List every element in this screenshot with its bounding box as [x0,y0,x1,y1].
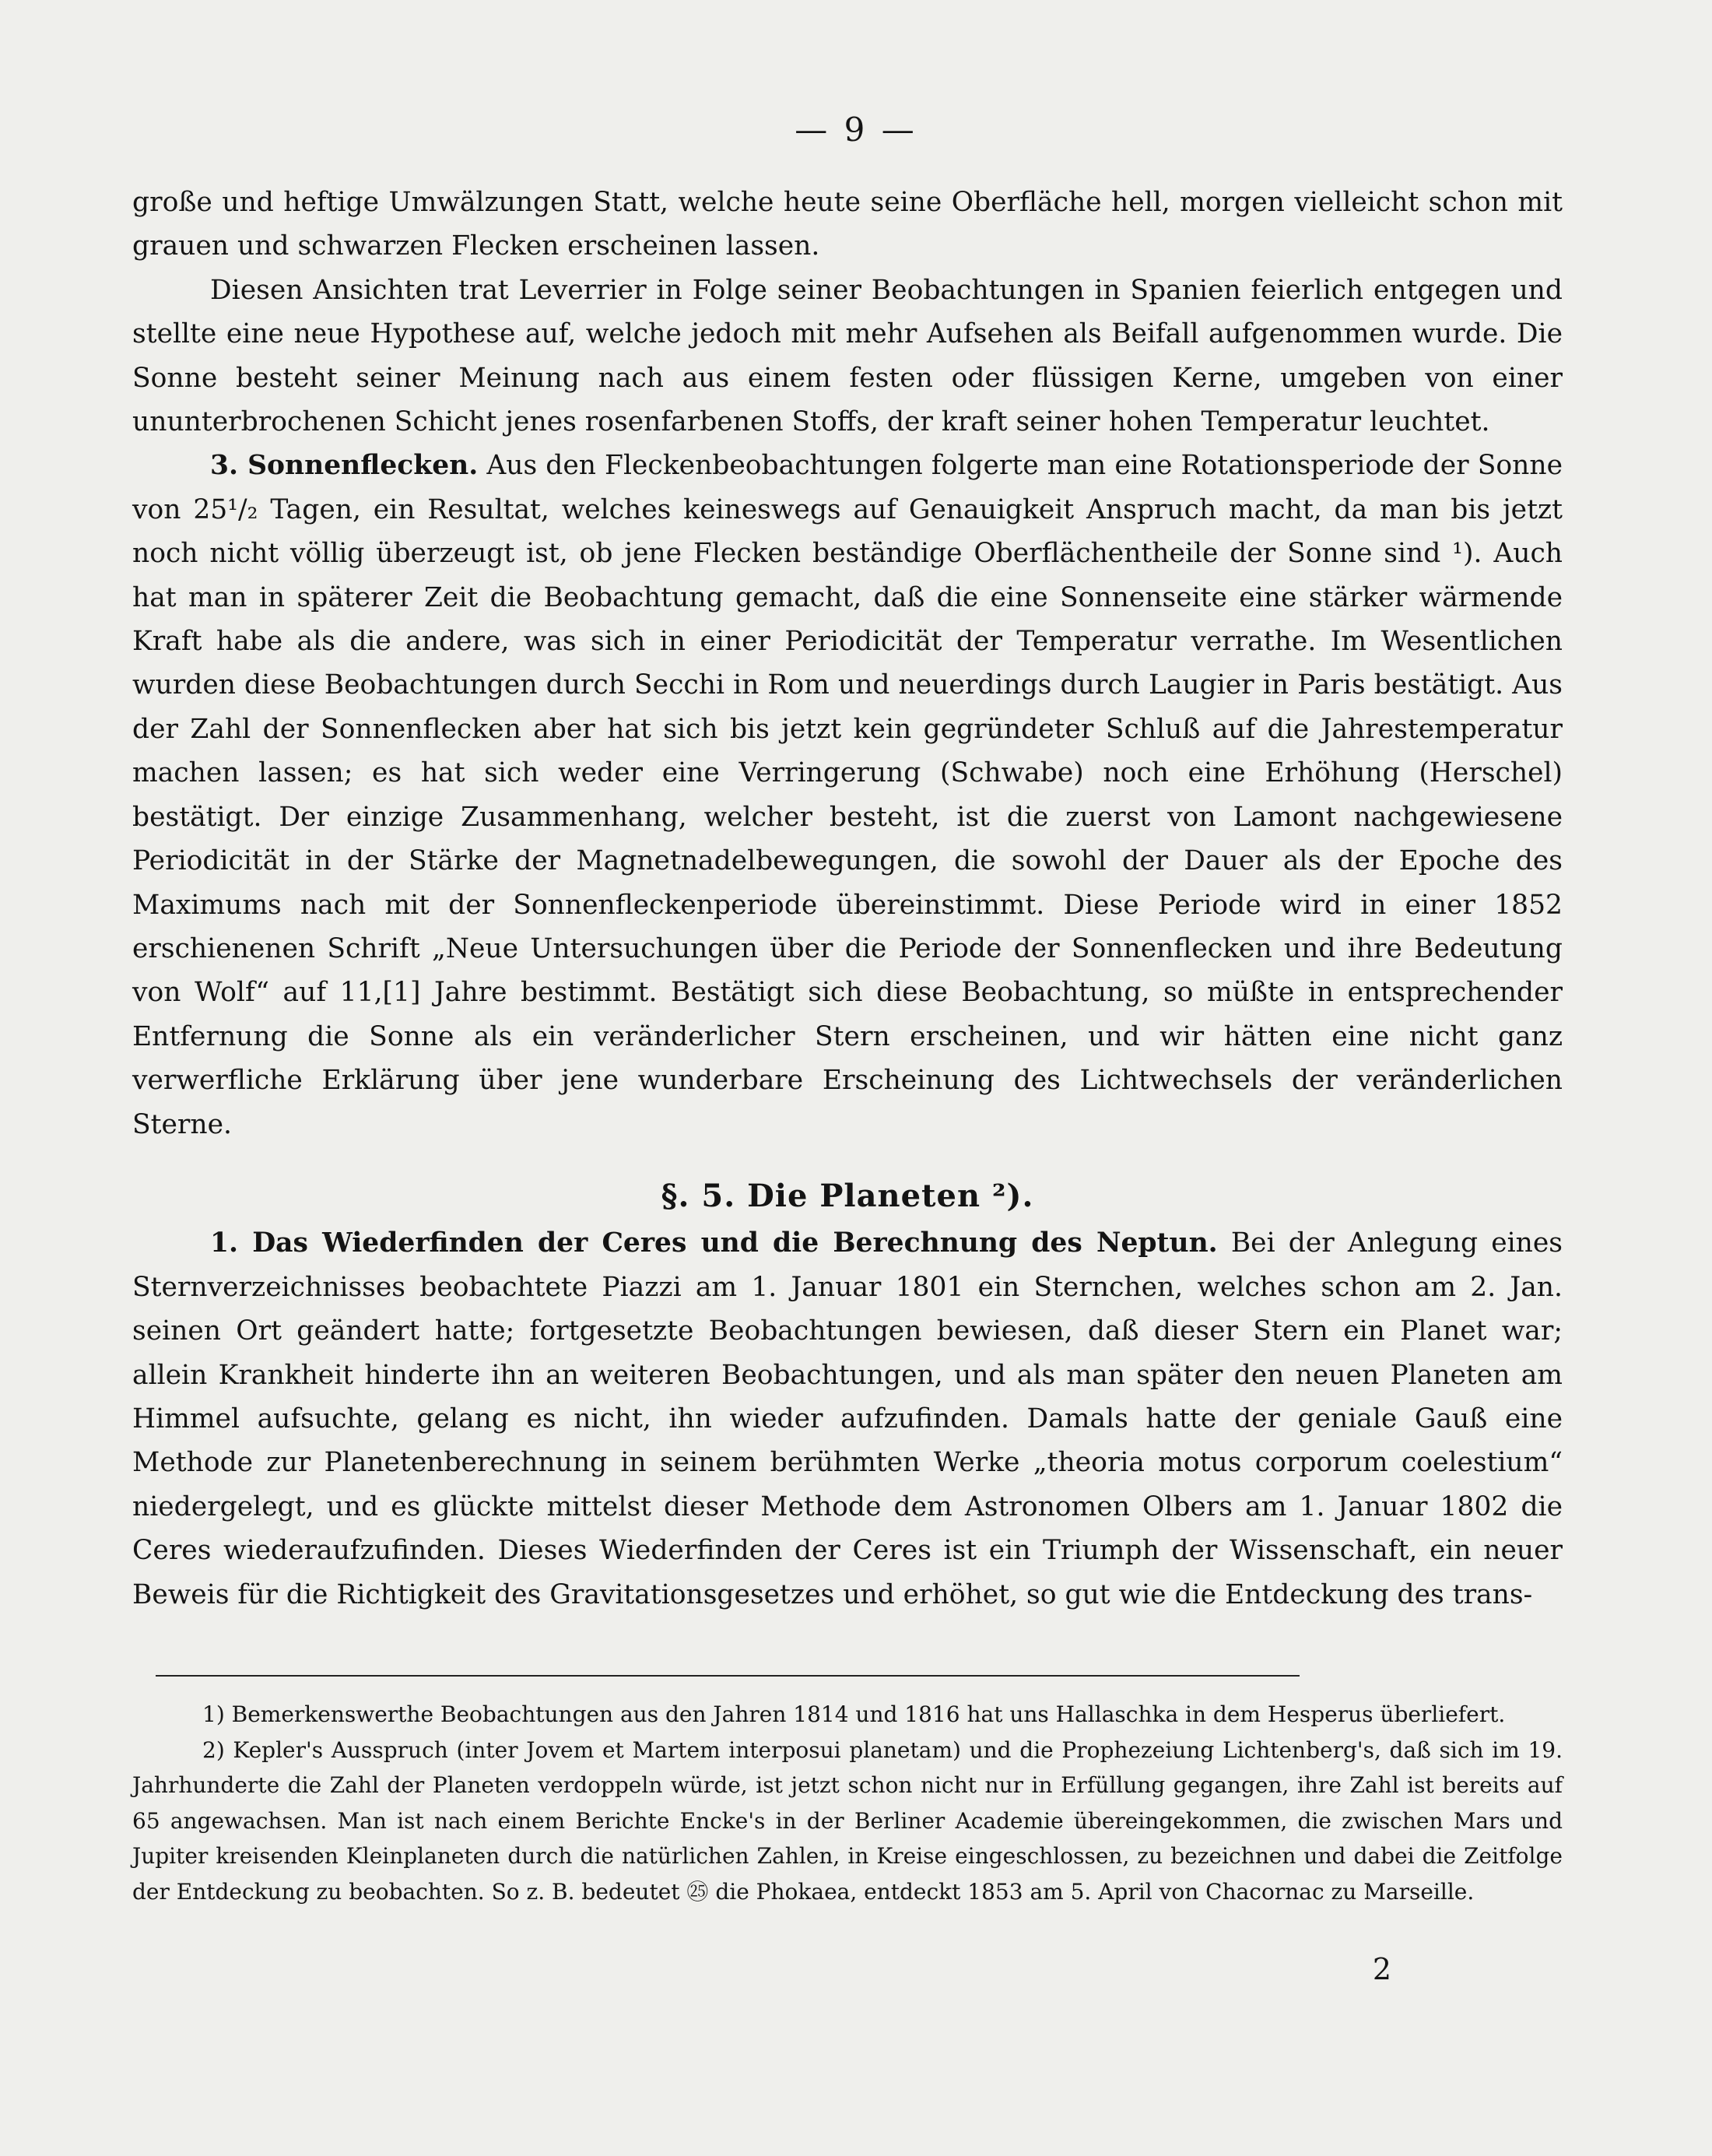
page-number-header: — 9 — [795,111,917,149]
paragraph-sonnenflecken-text: Aus den Fleckenbeobachtungen folgerte man eine Rotationsperiode der Sonne von 25¹/₂ Tagen, ein Resultat, welches keineswegs auf Genauigkeit Anspruch macht, da man bis jetzt noch nicht völlig überzeugt ist, ob jene Flecken beständige Oberflächentheile der Sonne sind ¹). Auch hat man in späterer Zeit die Beobachtung gemacht, daß die eine Sonnenseite eine stärker wärmende Kraft habe als die andere, was sich in einer Periodicität der Temperatur verrathe. Im Wesentlichen wurden diese Beobachtungen durch Secchi in Rom und neuerdings durch Laugier in Paris bestätigt. Aus der Zahl der Sonnenflecken aber hat sich bis jetzt kein gegründeter Schluß auf die Jahrestemperatur machen lassen; es hat sich weder eine Verringerung (Schwabe) noch eine Erhöhung (Herschel) bestätigt. Der einzige Zusammenhang, welcher besteht, ist die zuerst von Lamont nachgewiesene Periodicität in der Stärke der Magnetnadelbewegungen, die sowohl der Dauer als der Epoche des Maximums nach mit der Sonnenfleckenperiode übereinstimmt. Diese Periode wird in einer 1852 erschienenen Schrift „Neue Untersuchungen über die Periode der Sonnenflecken und ihre Bedeutung von Wolf“ auf 11,[1] Jahre bestimmt. Bestätigt sich diese Beobachtung, so müßte in entsprechender Entfernung die Sonne als ein veränderlicher Stern erscheinen, und wir hätten eine nicht ganz verwerfliche Erklärung über jene wunderbare Erscheinung des Lichtwechsels der veränderlichen Sterne. [132,450,1563,1140]
paragraph-continuation: große und heftige Umwälzungen Statt, welche heute seine Oberfläche hell, morgen vielleicht schon mit grauen und schwarzen Flecken erscheinen lassen. [132,187,1563,262]
signature-mark: 2 [1372,1952,1391,1986]
footnote-divider [156,1675,1300,1677]
footnote-2: 2) Kepler's Ausspruch (inter Jovem et Martem interposui planetam) und die Prophezeiung Lichtenberg's, daß sich im 19. Jahrhunderte die Zahl der Planeten verdoppeln würde, ist jetzt schon nicht nur in Erfüllung gegangen, ihre Zahl ist bereits auf 65 angewachsen. Man ist nach einem Berichte Encke's in der Berliner Academie übereingekommen, die zwischen Mars und Jupiter kreisenden Kleinplaneten durch die natürlichen Zahlen, in Kreise eingeschlossen, zu bezeichnen und dabei die Zeitfolge der Entdeckung zu beobachten. So z. B. bedeutet ㉕ die Phokaea, entdeckt 1853 am 5. April von Chacornac zu Marseille. [132,1736,1563,1905]
main-text [132,181,1563,1617]
section-heading-planeten: §. 5. Die Planeten ²). [661,1177,1034,1214]
footnotes [132,1697,1563,1909]
paragraph-leverrier: Diesen Ansichten trat Leverrier in Folge seiner Beobachtungen in Spanien feierlich entgegen und stellte eine neue Hypothese auf, welche jedoch mit mehr Aufsehen als Beifall aufgenommen wurde. Die Sonne besteht seiner Meinung nach aus einem festen oder flüssigen Kerne, umgeben von einer ununterbrochenen Schicht jenes rosenfarbenen Stoffs, der kraft seiner hohen Temperatur leuchtet. [132,274,1563,438]
run-in-heading-sonnenflecken: 3. Sonnenflecken. [210,450,479,482]
paragraph-ceres [132,1221,1563,1617]
run-in-heading-ceres: 1. Das Wiederfinden der Ceres und die Berechnung des Neptun. [210,1227,1218,1259]
paragraph-sonnenflecken [132,444,1563,1146]
paragraph-ceres-text: Bei der Anlegung eines Sternverzeichnisses beobachtete Piazzi am 1. Januar 1801 ein Sternchen, welches schon am 2. Jan. seinen Ort geändert hatte; fortgesetzte Beobachtungen bewiesen, daß dieser Stern ein Planet war; allein Krankheit hinderte ihn an weiteren Beobachtungen, und als man später den neuen Planeten am Himmel aufsuchte, gelang es nicht, ihn wieder aufzufinden. Damals hatte der geniale Gauß eine Methode zur Planetenberechnung in seinem berühmten Werke „theoria motus corporum coelestium“ niedergelegt, und es glückte mittelst dieser Methode dem Astronomen Olbers am 1. Januar 1802 die Ceres wiederaufzufinden. Dieses Wiederfinden der Ceres ist ein Triumph der Wissenschaft, ein neuer Beweis für die Richtigkeit des Gravitationsgesetzes und erhöhet, so gut wie die Entdeckung des trans- [132,1227,1563,1610]
footnote-1: 1) Bemerkenswerthe Beobachtungen aus den Jahren 1814 und 1816 hat uns Hallaschka in dem Hesperus überliefert. [202,1701,1506,1727]
